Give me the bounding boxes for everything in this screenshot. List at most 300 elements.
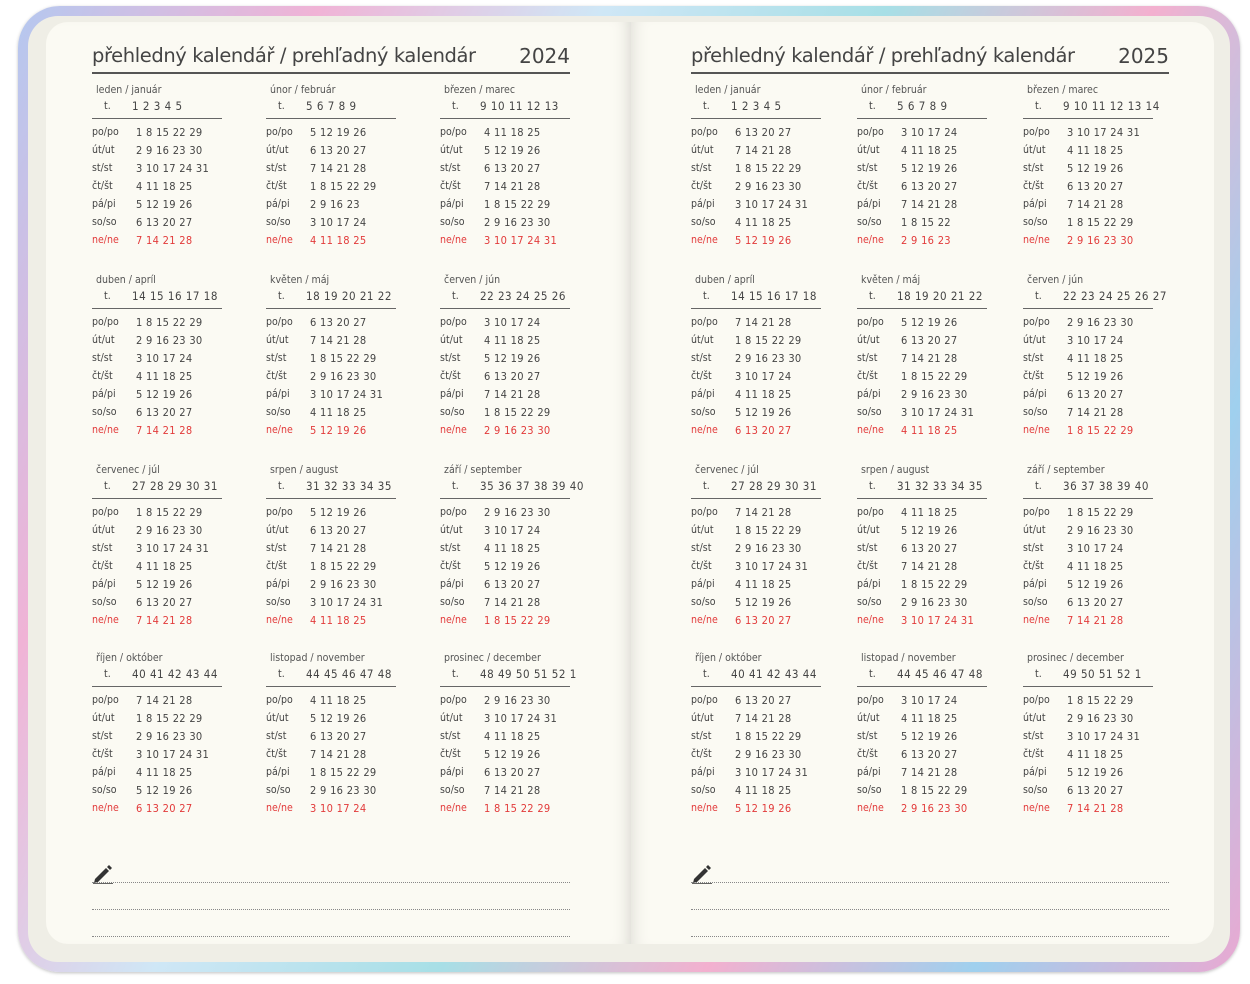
weekday-row — [266, 162, 398, 180]
week-numbers-row — [266, 99, 396, 119]
day-label: po/po — [440, 506, 467, 518]
weekday-row — [440, 694, 572, 712]
weekday-row — [440, 560, 572, 578]
weekday-row — [857, 352, 989, 370]
week-numbers: 14 15 16 17 18 — [731, 289, 817, 303]
weekday-row — [691, 352, 823, 370]
weekday-row — [266, 524, 398, 542]
weekday-row — [440, 578, 572, 596]
weekday-row — [92, 730, 224, 748]
weekday-row — [691, 524, 823, 542]
week-label: t. — [278, 480, 285, 492]
weekday-row — [857, 162, 989, 180]
weekday-row — [691, 766, 823, 784]
weekday-row — [1023, 370, 1155, 388]
day-dates: 3 10 17 24 31 — [136, 748, 210, 761]
day-label: so/so — [857, 406, 882, 418]
sunday-row — [1023, 234, 1155, 252]
week-numbers: 1 2 3 4 5 — [132, 99, 183, 113]
week-numbers-row — [691, 667, 821, 687]
weekday-row — [857, 180, 989, 198]
week-label: t. — [869, 290, 876, 302]
weekday-row — [857, 784, 989, 802]
month-name: září / september — [1027, 464, 1105, 476]
sunday-row — [857, 802, 989, 820]
week-label: t. — [278, 290, 285, 302]
day-label: st/st — [92, 542, 113, 554]
weekday-row — [440, 542, 572, 560]
week-numbers: 18 19 20 21 22 — [897, 289, 983, 303]
weekday-row — [857, 316, 989, 334]
weekday-row — [691, 542, 823, 560]
weekday-row — [1023, 162, 1155, 180]
week-numbers: 40 41 42 43 44 — [132, 667, 218, 681]
weekday-row — [1023, 334, 1155, 352]
month-name: červen / jún — [1027, 274, 1084, 286]
day-label: pá/pi — [1023, 578, 1047, 590]
day-dates: 7 14 21 28 — [484, 388, 541, 401]
week-label: t. — [278, 668, 285, 680]
day-dates: 5 12 19 26 — [136, 578, 193, 591]
week-numbers-row — [691, 289, 821, 309]
weekday-row — [92, 388, 224, 406]
weekday-row — [691, 730, 823, 748]
weekday-row — [266, 216, 398, 234]
week-label: t. — [1035, 100, 1042, 112]
day-dates: 5 12 19 26 — [735, 802, 792, 815]
notes-line[interactable] — [92, 909, 570, 910]
day-label: pá/pi — [92, 388, 116, 400]
day-dates: 7 14 21 28 — [1067, 406, 1124, 419]
day-label: so/so — [266, 216, 291, 228]
day-dates: 7 14 21 28 — [901, 560, 958, 573]
sunday-row — [691, 614, 823, 632]
day-dates: 4 11 18 25 — [310, 614, 367, 627]
month-name: červen / jún — [444, 274, 501, 286]
day-dates: 6 13 20 27 — [901, 180, 958, 193]
day-dates: 2 9 16 23 30 — [484, 694, 551, 707]
day-label: út/ut — [1023, 144, 1046, 156]
day-label: čt/št — [266, 748, 287, 760]
day-dates: 7 14 21 28 — [735, 506, 792, 519]
week-numbers: 44 45 46 47 48 — [306, 667, 392, 681]
day-label: út/ut — [857, 524, 880, 536]
day-label: čt/št — [92, 560, 113, 572]
day-label: so/so — [857, 784, 882, 796]
week-numbers-row — [92, 667, 222, 687]
day-label: ne/ne — [857, 424, 884, 436]
day-label: čt/št — [266, 180, 287, 192]
week-numbers: 27 28 29 30 31 — [132, 479, 218, 493]
day-dates: 1 8 15 22 29 — [310, 180, 377, 193]
day-label: pá/pi — [857, 198, 881, 210]
day-label: po/po — [266, 506, 293, 518]
weekday-row — [266, 144, 398, 162]
day-label: čt/št — [857, 748, 878, 760]
day-dates: 7 14 21 28 — [136, 694, 193, 707]
month-name: červenec / júl — [96, 464, 160, 476]
sunday-row — [266, 424, 398, 442]
sunday-row — [92, 234, 224, 252]
day-label: ne/ne — [857, 614, 884, 626]
day-dates: 7 14 21 28 — [901, 198, 958, 211]
day-label: st/st — [266, 162, 287, 174]
weekday-row — [266, 316, 398, 334]
sunday-row — [1023, 614, 1155, 632]
week-label: t. — [703, 480, 710, 492]
weekday-row — [440, 506, 572, 524]
weekday-row — [440, 216, 572, 234]
day-label: st/st — [857, 730, 878, 742]
weekday-row — [691, 162, 823, 180]
day-dates: 6 13 20 27 — [136, 802, 193, 815]
day-dates: 4 11 18 25 — [735, 578, 792, 591]
day-dates: 6 13 20 27 — [484, 370, 541, 383]
week-numbers: 49 50 51 52 1 — [1063, 667, 1142, 681]
day-label: po/po — [1023, 694, 1050, 706]
notes-area[interactable] — [92, 862, 570, 942]
day-dates: 7 14 21 28 — [901, 352, 958, 365]
day-dates: 7 14 21 28 — [901, 766, 958, 779]
day-label: st/st — [440, 162, 461, 174]
day-label: ne/ne — [1023, 234, 1050, 246]
day-dates: 7 14 21 28 — [136, 424, 193, 437]
week-label: t. — [703, 290, 710, 302]
weekday-row — [92, 506, 224, 524]
sunday-row — [266, 802, 398, 820]
weekday-row — [92, 216, 224, 234]
day-label: po/po — [691, 126, 718, 138]
sunday-row — [440, 234, 572, 252]
day-dates: 6 13 20 27 — [136, 216, 193, 229]
day-dates: 6 13 20 27 — [901, 748, 958, 761]
day-dates: 4 11 18 25 — [310, 234, 367, 247]
day-dates: 1 8 15 22 29 — [310, 766, 377, 779]
day-dates: 5 12 19 26 — [136, 388, 193, 401]
weekday-row — [92, 524, 224, 542]
day-label: út/ut — [92, 334, 115, 346]
day-dates: 4 11 18 25 — [484, 334, 541, 347]
day-dates: 7 14 21 28 — [484, 596, 541, 609]
month-name: květen / máj — [861, 274, 921, 286]
weekday-row — [440, 370, 572, 388]
day-dates: 1 8 15 22 29 — [735, 162, 802, 175]
weekday-row — [92, 126, 224, 144]
week-numbers-row — [691, 99, 821, 119]
day-label: út/ut — [92, 144, 115, 156]
notes-area[interactable] — [691, 862, 1169, 942]
day-label: st/st — [440, 352, 461, 364]
day-dates: 7 14 21 28 — [310, 334, 367, 347]
day-label: ne/ne — [92, 234, 119, 246]
week-label: t. — [104, 290, 111, 302]
day-dates: 3 10 17 24 31 — [310, 388, 384, 401]
day-label: st/st — [857, 352, 878, 364]
day-dates: 6 13 20 27 — [136, 596, 193, 609]
weekday-row — [440, 596, 572, 614]
day-dates: 3 10 17 24 31 — [1067, 730, 1141, 743]
day-dates: 4 11 18 25 — [1067, 352, 1124, 365]
day-label: ne/ne — [92, 614, 119, 626]
day-dates: 1 8 15 22 29 — [136, 316, 203, 329]
day-dates: 6 13 20 27 — [735, 614, 792, 627]
notes-line[interactable] — [92, 882, 570, 883]
day-dates: 1 8 15 22 29 — [1067, 506, 1134, 519]
day-label: út/ut — [691, 144, 714, 156]
day-label: čt/št — [1023, 370, 1044, 382]
day-label: pá/pi — [1023, 198, 1047, 210]
day-dates: 6 13 20 27 — [1067, 596, 1124, 609]
day-label: so/so — [440, 406, 465, 418]
weekday-row — [440, 198, 572, 216]
weekday-row — [92, 766, 224, 784]
day-label: st/st — [440, 542, 461, 554]
weekday-row — [691, 198, 823, 216]
day-dates: 4 11 18 25 — [310, 406, 367, 419]
notes-line[interactable] — [691, 909, 1169, 910]
day-dates: 5 12 19 26 — [484, 560, 541, 573]
day-dates: 1 8 15 22 29 — [484, 614, 551, 627]
day-dates: 1 8 15 22 29 — [136, 712, 203, 725]
weekday-row — [1023, 180, 1155, 198]
day-label: ne/ne — [440, 424, 467, 436]
day-label: pá/pi — [92, 198, 116, 210]
day-label: po/po — [857, 316, 884, 328]
notes-line[interactable] — [691, 936, 1169, 937]
day-label: čt/št — [691, 748, 712, 760]
day-dates: 4 11 18 25 — [1067, 144, 1124, 157]
page-header — [691, 44, 1169, 74]
weekday-row — [440, 784, 572, 802]
day-label: út/ut — [857, 712, 880, 724]
week-numbers-row — [857, 667, 987, 687]
day-label: čt/št — [440, 180, 461, 192]
week-numbers-row — [857, 99, 987, 119]
weekday-row — [1023, 388, 1155, 406]
week-numbers-row — [440, 479, 584, 499]
pencil-icon — [691, 862, 713, 884]
day-label: út/ut — [691, 712, 714, 724]
weekday-row — [266, 578, 398, 596]
day-label: ne/ne — [857, 802, 884, 814]
sunday-row — [92, 614, 224, 632]
day-dates: 1 8 15 22 29 — [901, 578, 968, 591]
day-dates: 2 9 16 23 30 — [735, 352, 802, 365]
day-label: ne/ne — [691, 614, 718, 626]
day-label: čt/št — [857, 180, 878, 192]
day-label: út/ut — [266, 144, 289, 156]
day-label: st/st — [266, 352, 287, 364]
weekday-row — [1023, 712, 1155, 730]
day-label: so/so — [1023, 406, 1048, 418]
day-dates: 3 10 17 24 — [735, 370, 792, 383]
day-label: so/so — [266, 596, 291, 608]
day-label: út/ut — [857, 144, 880, 156]
day-label: st/st — [857, 162, 878, 174]
week-numbers-row — [92, 479, 222, 499]
day-label: pá/pi — [691, 766, 715, 778]
day-dates: 3 10 17 24 — [310, 802, 367, 815]
day-label: st/st — [92, 352, 113, 364]
weekday-row — [857, 730, 989, 748]
day-dates: 4 11 18 25 — [735, 388, 792, 401]
week-numbers: 44 45 46 47 48 — [897, 667, 983, 681]
day-dates: 4 11 18 25 — [136, 560, 193, 573]
weekday-row — [857, 144, 989, 162]
day-dates: 1 8 15 22 29 — [735, 524, 802, 537]
day-dates: 7 14 21 28 — [310, 748, 367, 761]
day-dates: 6 13 20 27 — [1067, 388, 1124, 401]
day-label: so/so — [440, 216, 465, 228]
day-label: út/ut — [1023, 524, 1046, 536]
weekday-row — [266, 784, 398, 802]
page-header — [92, 44, 570, 74]
week-numbers: 31 32 33 34 35 — [897, 479, 983, 493]
weekday-row — [266, 730, 398, 748]
weekday-row — [691, 388, 823, 406]
day-dates: 1 8 15 22 29 — [1067, 424, 1134, 437]
notes-line[interactable] — [691, 882, 1169, 883]
weekday-row — [691, 216, 823, 234]
weekday-row — [92, 694, 224, 712]
day-dates: 4 11 18 25 — [901, 712, 958, 725]
weekday-row — [266, 352, 398, 370]
weekday-row — [1023, 198, 1155, 216]
day-label: po/po — [857, 506, 884, 518]
weekday-row — [440, 316, 572, 334]
weekday-row — [440, 712, 572, 730]
day-label: so/so — [92, 784, 117, 796]
day-dates: 4 11 18 25 — [901, 144, 958, 157]
day-dates: 6 13 20 27 — [1067, 784, 1124, 797]
sunday-row — [857, 424, 989, 442]
sunday-row — [691, 802, 823, 820]
weekday-row — [440, 180, 572, 198]
day-dates: 7 14 21 28 — [484, 784, 541, 797]
weekday-row — [266, 406, 398, 424]
week-label: t. — [703, 100, 710, 112]
weekday-row — [857, 506, 989, 524]
weekday-row — [857, 524, 989, 542]
day-dates: 3 10 17 24 31 — [735, 560, 809, 573]
day-dates: 6 13 20 27 — [310, 730, 367, 743]
day-dates: 6 13 20 27 — [310, 524, 367, 537]
day-label: čt/št — [440, 370, 461, 382]
day-dates: 3 10 17 24 — [1067, 542, 1124, 555]
day-label: čt/št — [1023, 748, 1044, 760]
weekday-row — [266, 542, 398, 560]
weekday-row — [1023, 216, 1155, 234]
notes-line[interactable] — [92, 936, 570, 937]
day-dates: 4 11 18 25 — [484, 542, 541, 555]
day-label: po/po — [266, 126, 293, 138]
weekday-row — [440, 334, 572, 352]
sunday-row — [1023, 802, 1155, 820]
day-label: st/st — [266, 542, 287, 554]
weekday-row — [1023, 352, 1155, 370]
weekday-row — [266, 126, 398, 144]
day-dates: 5 12 19 26 — [310, 424, 367, 437]
day-dates: 5 12 19 26 — [901, 316, 958, 329]
day-dates: 2 9 16 23 30 — [1067, 524, 1134, 537]
weekday-row — [266, 748, 398, 766]
weekday-row — [1023, 596, 1155, 614]
weekday-row — [691, 406, 823, 424]
week-numbers: 48 49 50 51 52 1 — [480, 667, 577, 681]
day-dates: 3 10 17 24 — [1067, 334, 1124, 347]
sunday-row — [92, 802, 224, 820]
day-dates: 5 12 19 26 — [310, 712, 367, 725]
day-label: čt/št — [857, 560, 878, 572]
day-dates: 6 13 20 27 — [735, 126, 792, 139]
day-dates: 3 10 17 24 — [901, 126, 958, 139]
weekday-row — [691, 506, 823, 524]
weekday-row — [691, 694, 823, 712]
day-label: pá/pi — [92, 578, 116, 590]
day-dates: 2 9 16 23 30 — [136, 334, 203, 347]
day-dates: 4 11 18 25 — [310, 694, 367, 707]
weekday-row — [440, 126, 572, 144]
day-label: čt/št — [440, 748, 461, 760]
week-numbers-row — [440, 667, 577, 687]
day-label: čt/št — [857, 370, 878, 382]
weekday-row — [92, 144, 224, 162]
day-dates: 2 9 16 23 30 — [310, 784, 377, 797]
day-label: ne/ne — [691, 802, 718, 814]
sunday-row — [857, 614, 989, 632]
week-label: t. — [452, 100, 459, 112]
day-dates: 5 12 19 26 — [484, 748, 541, 761]
day-label: pá/pi — [691, 198, 715, 210]
day-dates: 3 10 17 24 31 — [901, 406, 975, 419]
day-dates: 7 14 21 28 — [310, 542, 367, 555]
day-dates: 7 14 21 28 — [1067, 198, 1124, 211]
month-name: červenec / júl — [695, 464, 759, 476]
day-dates: 4 11 18 25 — [484, 126, 541, 139]
day-dates: 2 9 16 23 30 — [484, 506, 551, 519]
day-dates: 6 13 20 27 — [901, 334, 958, 347]
week-label: t. — [1035, 480, 1042, 492]
week-numbers-row — [691, 479, 821, 499]
day-label: st/st — [92, 730, 113, 742]
day-label: pá/pi — [440, 198, 464, 210]
day-dates: 3 10 17 24 — [901, 694, 958, 707]
day-label: st/st — [1023, 352, 1044, 364]
week-numbers: 9 10 11 12 13 — [480, 99, 559, 113]
day-label: st/st — [691, 162, 712, 174]
week-label: t. — [869, 480, 876, 492]
day-dates: 3 10 17 24 — [484, 524, 541, 537]
day-dates: 5 12 19 26 — [901, 730, 958, 743]
weekday-row — [691, 712, 823, 730]
weekday-row — [1023, 126, 1155, 144]
weekday-row — [1023, 694, 1155, 712]
day-label: pá/pi — [691, 578, 715, 590]
week-numbers-row — [857, 479, 987, 499]
sunday-row — [691, 234, 823, 252]
weekday-row — [266, 766, 398, 784]
weekday-row — [92, 406, 224, 424]
day-dates: 5 12 19 26 — [136, 198, 193, 211]
day-dates: 7 14 21 28 — [310, 162, 367, 175]
day-label: so/so — [691, 596, 716, 608]
day-dates: 5 12 19 26 — [901, 524, 958, 537]
month-name: leden / január — [695, 84, 761, 96]
week-numbers-row — [1023, 99, 1160, 119]
sunday-row — [691, 424, 823, 442]
day-label: út/ut — [440, 524, 463, 536]
day-dates: 7 14 21 28 — [136, 614, 193, 627]
